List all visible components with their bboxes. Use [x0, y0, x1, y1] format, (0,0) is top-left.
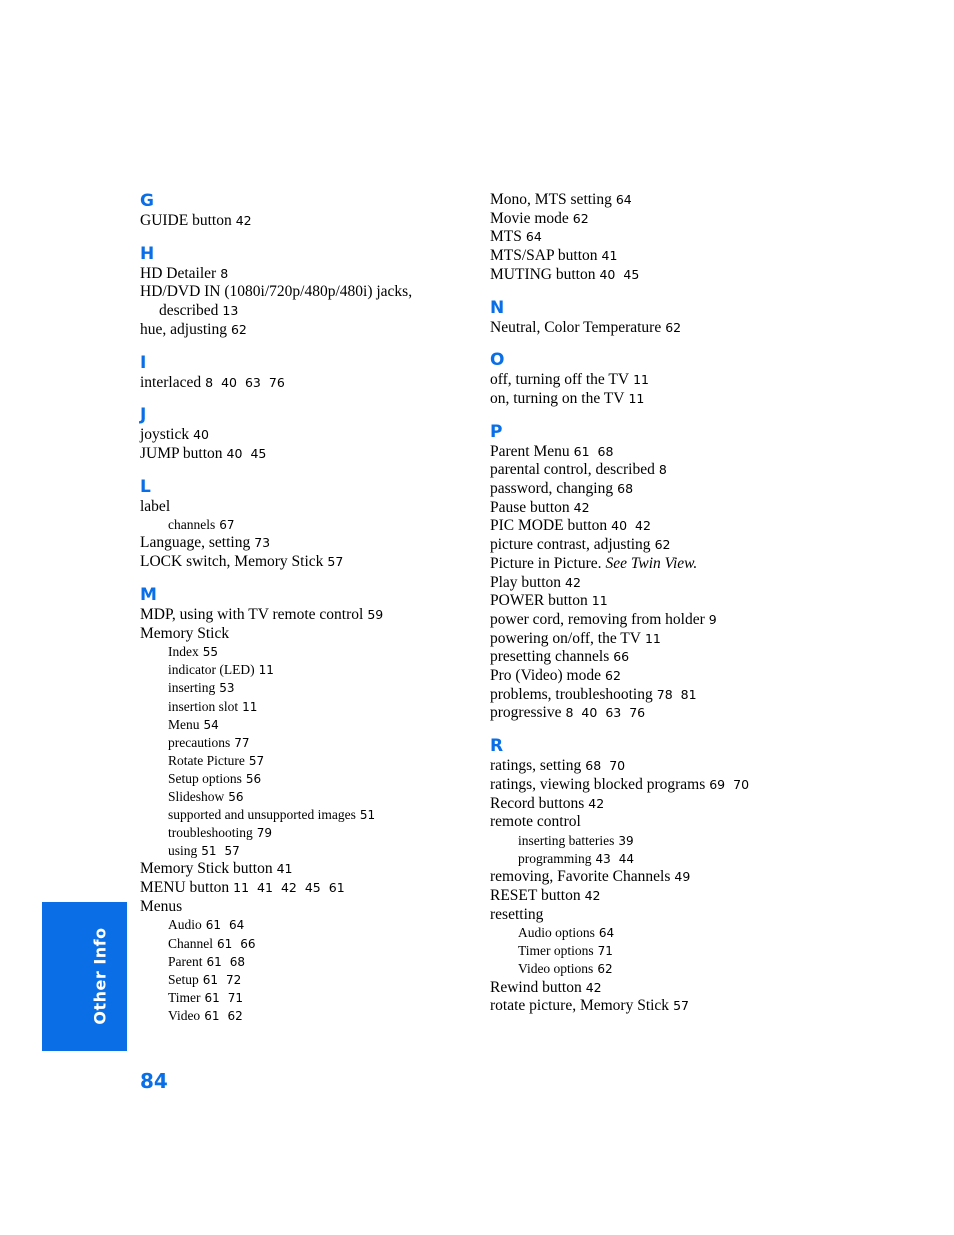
index-letter-heading: M: [140, 584, 157, 605]
entry-term: Timer options: [518, 943, 594, 959]
entry-term: label: [140, 497, 171, 515]
index-entry: [140, 534, 480, 553]
page-reference: 45: [250, 445, 267, 461]
index-subentry: [140, 698, 480, 716]
entry-term: JUMP button: [140, 444, 223, 462]
index-section-p: [490, 422, 930, 724]
index-section-j: [140, 405, 480, 463]
page-reference: 63: [244, 374, 261, 390]
page-reference: 40: [611, 518, 628, 534]
entry-term: Menus: [140, 897, 183, 915]
page-reference: 11: [242, 699, 258, 714]
entry-term: Picture in Picture.: [490, 554, 602, 572]
index-section-g: [140, 191, 480, 231]
index-entry: [490, 191, 930, 210]
index-subentry: [140, 989, 480, 1007]
entry-term: HD Detailer: [140, 264, 217, 282]
entry-term: Video: [168, 1007, 201, 1023]
index-section-r: [490, 736, 930, 1016]
entry-term: Channel: [168, 935, 213, 951]
page-reference: 61: [328, 880, 345, 896]
index-letter-heading: G: [140, 191, 154, 211]
side-tab-label: Other Info: [90, 927, 110, 1025]
index-entry: [490, 247, 930, 266]
page-reference: 42: [588, 795, 605, 811]
entry-term: Rotate Picture: [168, 752, 245, 768]
entry-term: Rewind button: [490, 978, 582, 996]
entry-term: Parent Menu: [490, 442, 570, 460]
entry-term: MENU button: [140, 879, 230, 897]
page-reference: 68: [617, 481, 634, 497]
index-entry: [140, 553, 480, 572]
index-entry: [490, 813, 930, 832]
entry-term: MUTING button: [490, 265, 596, 283]
page-reference: 59: [367, 606, 384, 622]
index-entry: [490, 228, 930, 247]
page-reference: 53: [219, 681, 235, 696]
index-column-right: [490, 191, 930, 1016]
entry-term: supported and unsupported images: [168, 807, 356, 823]
entry-term: PIC MODE button: [490, 517, 608, 535]
entry-term: progressive: [490, 704, 562, 722]
entry-term: Pause button: [490, 498, 570, 516]
page-reference: 44: [618, 852, 635, 867]
entry-term: Audio options: [518, 925, 595, 941]
page-reference: 40: [193, 427, 209, 443]
index-entry: [140, 265, 480, 284]
see-reference: See Twin View.: [605, 554, 698, 572]
index-section-h: [140, 244, 480, 340]
page-reference: 70: [733, 776, 750, 792]
index-entry: [490, 517, 930, 536]
page-reference: 40: [221, 374, 237, 390]
index-section-i: [140, 353, 480, 393]
entry-term: Memory Stick button: [140, 860, 273, 878]
entry-term: resetting: [490, 905, 544, 923]
index-entry: [140, 212, 480, 231]
page-reference: 42: [584, 887, 601, 903]
index-entry: [490, 979, 930, 998]
entry-term: off, turning off the TV: [490, 371, 630, 389]
page-reference: 42: [235, 213, 252, 228]
index-subentry: [490, 832, 930, 850]
index-entry: [490, 319, 930, 338]
index-subentry: [490, 960, 930, 978]
entry-term: Record buttons: [490, 794, 585, 812]
entry-term: Mono, MTS setting: [490, 191, 612, 208]
index-entry: [140, 321, 480, 340]
entry-term: Video options: [518, 961, 594, 977]
index-letter-heading: J: [140, 405, 147, 426]
entry-term: Timer: [168, 989, 201, 1005]
entry-term: ratings, setting: [490, 757, 582, 775]
page-reference: 76: [268, 374, 285, 390]
entry-term: ratings, viewing blocked programs: [490, 775, 706, 793]
entry-term: inserting: [168, 680, 216, 696]
index-letter-heading: P: [490, 421, 503, 442]
page-reference: 78: [656, 686, 673, 702]
page-reference: 40: [581, 705, 598, 721]
entry-term: Slideshow: [168, 788, 225, 804]
page-number: 84: [140, 1069, 168, 1093]
entry-term: LOCK switch, Memory Stick: [140, 553, 324, 571]
page-reference: 61: [206, 954, 222, 969]
index-section-n: [490, 298, 930, 338]
page-reference: 11: [233, 880, 250, 896]
entry-term: password, changing: [490, 480, 614, 498]
index-entry: [490, 887, 930, 906]
index-subentry: [140, 752, 480, 770]
entry-term: programming: [518, 851, 592, 867]
index-subentry: [140, 1007, 480, 1025]
index-entry: [490, 371, 930, 390]
entry-term: picture contrast, adjusting: [490, 536, 651, 554]
page-reference: 62: [665, 319, 682, 335]
page-reference: 61: [573, 443, 590, 459]
index-section-o: [490, 350, 930, 408]
index-subentry: [140, 953, 480, 971]
page-reference: 11: [591, 593, 608, 609]
entry-term: Neutral, Color Temperature: [490, 318, 662, 336]
index-entry: [490, 795, 930, 814]
page-reference: 81: [680, 686, 697, 702]
page-reference: 64: [598, 926, 615, 941]
page-reference: 57: [248, 753, 265, 768]
index-subentry: [140, 824, 480, 842]
entry-term: Setup options: [168, 770, 242, 786]
page-reference: 73: [254, 535, 271, 551]
entry-term: HD/DVD IN (1080i/720p/480p/480i) jacks, described: [140, 283, 413, 320]
page-reference: 42: [635, 518, 651, 534]
page-reference: 61: [205, 918, 222, 933]
index-section-l: [140, 477, 480, 572]
index-entry: [490, 648, 930, 667]
index-entry: [490, 536, 930, 555]
index-subentry: [140, 806, 480, 824]
page-reference: 76: [629, 705, 646, 721]
entry-term: rotate picture, Memory Stick: [490, 997, 670, 1015]
index-letter-heading: L: [140, 476, 151, 497]
page-reference: 40: [226, 445, 243, 461]
page-reference: 62: [597, 962, 613, 977]
page-reference: 8: [658, 462, 667, 478]
index-entry: [140, 606, 480, 625]
entry-term: Index: [168, 644, 199, 660]
page-reference: 62: [230, 321, 247, 337]
entry-term: Parent: [168, 953, 203, 969]
page-reference: 69: [709, 776, 726, 792]
page-reference: 56: [228, 789, 244, 804]
page-reference: 42: [573, 499, 590, 515]
index-subentry: [140, 716, 480, 734]
page-reference: 64: [229, 918, 245, 933]
section-side-tab: [42, 902, 127, 1051]
index-entry: [140, 879, 480, 898]
index-subentry: [140, 516, 480, 534]
index-entry: [140, 625, 480, 644]
page-reference: 79: [256, 826, 273, 841]
entry-term: removing, Favorite Channels: [490, 868, 671, 886]
page-reference: 57: [327, 554, 344, 570]
index-subentry: [140, 842, 480, 860]
page-reference: 8: [220, 265, 229, 281]
index-letter-heading: H: [140, 243, 155, 264]
page-reference: 11: [644, 630, 661, 646]
index-letter-heading: I: [140, 352, 147, 373]
index-entry: [490, 776, 930, 795]
index-subentry: [140, 788, 480, 806]
entry-term: presetting channels: [490, 648, 610, 666]
entry-term: Language, setting: [140, 534, 251, 552]
index-column-left: [140, 191, 480, 1025]
entry-term: problems, troubleshooting: [490, 685, 653, 703]
index-subentry: [140, 935, 480, 953]
entry-term: parental control, described: [490, 461, 655, 479]
index-entry: [490, 686, 930, 705]
entry-term: MTS: [490, 228, 522, 246]
page-reference: 43: [595, 852, 611, 867]
index-letter-heading: N: [490, 297, 505, 318]
index-entry: [490, 704, 930, 723]
page-reference: 51: [201, 844, 217, 859]
entry-term: Menu: [168, 716, 200, 732]
page-reference: 39: [618, 833, 634, 848]
page-reference: 62: [654, 537, 671, 553]
page-reference: 63: [605, 705, 622, 721]
index-subentry: [140, 734, 480, 752]
entry-term: MTS/SAP button: [490, 247, 598, 265]
entry-term: troubleshooting: [168, 825, 253, 841]
page-reference: 42: [280, 880, 297, 896]
index-entry: [490, 555, 930, 574]
entry-term: POWER button: [490, 592, 588, 610]
page-reference: 71: [227, 990, 244, 1005]
index-section-continued: [490, 191, 930, 285]
page-reference: 40: [599, 266, 616, 282]
page-reference: 8: [565, 705, 574, 721]
index-entry: [140, 860, 480, 879]
page-reference: 66: [240, 936, 256, 951]
entry-term: precautions: [168, 734, 231, 750]
index-entry: [490, 266, 930, 285]
page-reference: 41: [276, 861, 293, 877]
page-reference: 68: [585, 758, 602, 774]
entry-term: Audio: [168, 917, 202, 933]
index-entry: [490, 210, 930, 229]
page-reference: 41: [257, 880, 273, 896]
page-reference: 62: [227, 1008, 243, 1023]
entry-term: MDP, using with TV remote control: [140, 605, 364, 623]
index-entry: [140, 445, 480, 464]
page-reference: 71: [597, 944, 613, 959]
entry-term: using: [168, 843, 198, 859]
page-reference: 68: [229, 954, 246, 969]
entry-term: interlaced: [140, 373, 202, 391]
index-entry: [490, 443, 930, 462]
page-reference: 64: [615, 192, 632, 207]
page-reference: 11: [258, 663, 274, 678]
index-entry: [490, 499, 930, 518]
index-entry: [140, 283, 480, 320]
index-subentry: [140, 661, 480, 679]
index-entry: [140, 898, 480, 917]
page-reference: 8: [205, 374, 214, 390]
page-reference: 57: [673, 998, 689, 1014]
page-reference: 55: [202, 645, 219, 660]
index-subentry: [140, 916, 480, 934]
page-reference: 72: [226, 972, 242, 987]
entry-term: Setup: [168, 971, 199, 987]
page-reference: 13: [222, 303, 239, 319]
page-reference: 51: [359, 808, 376, 823]
entry-term: Play button: [490, 573, 562, 591]
page-reference: 62: [572, 210, 589, 226]
page-reference: 70: [609, 758, 626, 774]
entry-term: indicator (LED): [168, 662, 255, 678]
index-entry: [140, 374, 480, 393]
entry-term: Movie mode: [490, 209, 569, 227]
index-subentry: [140, 643, 480, 661]
page-reference: 54: [203, 717, 219, 732]
page-reference: 67: [219, 518, 235, 533]
page-reference: 56: [245, 771, 262, 786]
index-entry: [490, 868, 930, 887]
index-entry: [490, 997, 930, 1016]
page-reference: 42: [585, 979, 602, 995]
page-reference: 57: [224, 844, 240, 859]
page-reference: 11: [628, 390, 645, 406]
index-entry: [490, 757, 930, 776]
entry-term: Memory Stick: [140, 624, 230, 642]
page-reference: 45: [623, 266, 640, 282]
index-subentry: [490, 850, 930, 868]
index-entry: [140, 498, 480, 517]
index-letter-heading: R: [490, 736, 504, 757]
page-reference: 11: [633, 372, 649, 388]
page-reference: 66: [613, 649, 630, 665]
page-reference: 61: [204, 990, 220, 1005]
index-entry: [490, 390, 930, 409]
index-entry: [140, 426, 480, 445]
entry-term: powering on/off, the TV: [490, 629, 641, 647]
index-entry: [490, 611, 930, 630]
entry-term: RESET button: [490, 886, 581, 904]
index-entry: [490, 592, 930, 611]
page-reference: 61: [204, 1008, 220, 1023]
index-subentry: [490, 924, 930, 942]
index-entry: [490, 574, 930, 593]
entry-term: on, turning on the TV: [490, 389, 625, 407]
page-reference: 61: [217, 936, 233, 951]
entry-term: GUIDE button: [140, 212, 232, 229]
entry-term: power cord, removing from holder: [490, 610, 705, 628]
index-entry: [490, 906, 930, 925]
index-entry: [490, 480, 930, 499]
entry-term: inserting batteries: [518, 832, 615, 848]
index-subentry: [140, 971, 480, 989]
page-reference: 68: [597, 443, 614, 459]
entry-term: remote control: [490, 813, 581, 831]
index-subentry: [140, 770, 480, 788]
page-reference: 42: [565, 574, 581, 590]
index-subentry: [140, 679, 480, 697]
page-reference: 64: [525, 229, 542, 245]
index-entry: [490, 461, 930, 480]
entry-term: joystick: [140, 426, 190, 444]
page-reference: 62: [605, 668, 621, 684]
index-letter-heading: O: [490, 350, 505, 371]
page-reference: 9: [708, 611, 717, 627]
page-reference: 77: [234, 735, 250, 750]
entry-term: Pro (Video) mode: [490, 667, 601, 685]
index-entry: [490, 630, 930, 649]
index-entry: [490, 667, 930, 686]
entry-term: hue, adjusting: [140, 320, 227, 338]
page-reference: 45: [304, 880, 321, 896]
entry-term: insertion slot: [168, 698, 239, 714]
index-section-m: [140, 585, 480, 1025]
entry-term: channels: [168, 517, 216, 533]
page-reference: 49: [674, 869, 691, 885]
page-reference: 41: [601, 248, 618, 264]
page-reference: 61: [202, 972, 219, 987]
index-subentry: [490, 942, 930, 960]
